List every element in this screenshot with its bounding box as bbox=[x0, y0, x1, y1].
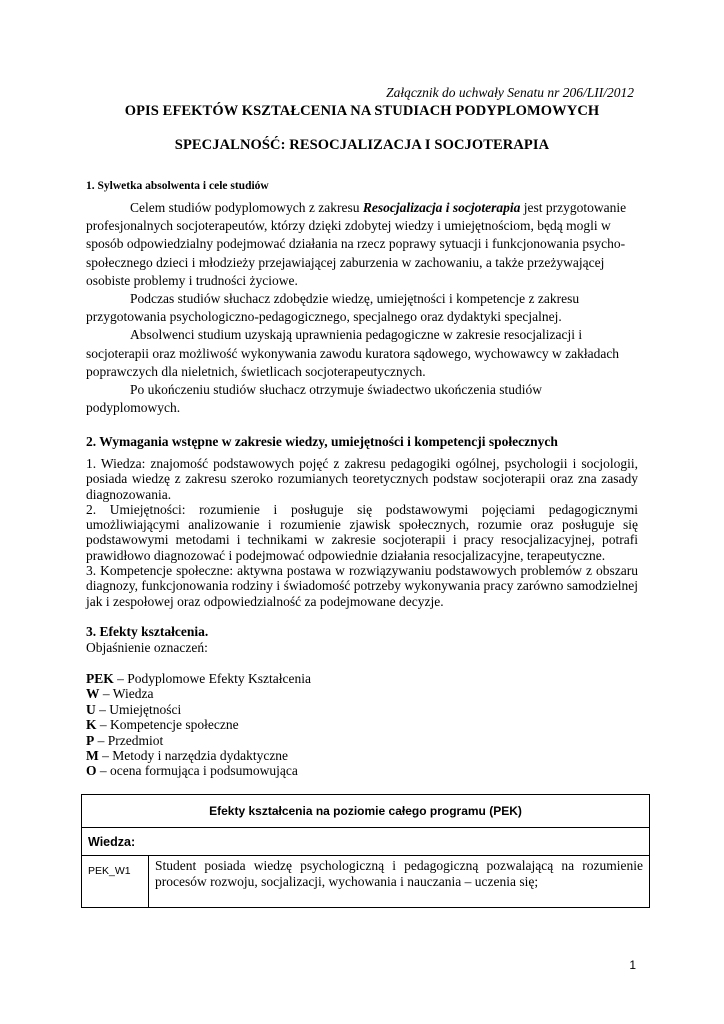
legend-item: O – ocena formująca i podsumowująca bbox=[86, 763, 298, 779]
section1-paragraph-1: Celem studiów podyplomowych z zakresu Resocjalizacja i socjoterapia jest przygotowanie profesjonalnych socjoterapeutów, którzy dzięki zdobytej wiedzy i umiejętnościom, będą mogli w sposób odpowiedzialny podejmować działania na rzecz poprawy sytuacji i funkcjonowania psycho-społecznego dzieci i młodzieży przejawiającej zaburzenia w zachowaniu, a także przeżywającej osobiste problemy i trudności życiowe. bbox=[86, 200, 627, 288]
annex-note: Załącznik do uchwały Senatu nr 206/LII/2012 bbox=[386, 85, 634, 100]
page-number: 1 bbox=[629, 958, 636, 972]
outcome-description: Student posiada wiedzę psychologiczną i pedagogiczną pozwalającą na rozumienie procesów rozwoju, socjalizacji, wychowania i nauczania – uczenia się; bbox=[149, 856, 650, 908]
program-name-emphasis: Resocjalizacja i socjoterapia bbox=[362, 200, 521, 215]
learning-outcomes-table bbox=[81, 794, 650, 908]
section2-heading: 2. Wymagania wstępne w zakresie wiedzy, umiejętności i kompetencji społecznych bbox=[86, 434, 558, 449]
section1-body bbox=[86, 199, 638, 417]
section1-paragraph-3: Absolwenci studium uzyskają uprawnienia pedagogiczne w zakresie resocjalizacji i socjoterapii oraz możliwość wykonywania zawodu kuratora sądowego, wychowawcy w zakładach poprawczych dla nieletnich, świetlicach socjoterapeutycznych. bbox=[86, 327, 620, 379]
outcome-code: PEK_W1 bbox=[82, 856, 149, 908]
table-subheader-knowledge: Wiedza: bbox=[82, 828, 650, 856]
section3-heading: 3. Efekty kształcenia. bbox=[86, 624, 209, 639]
table-header: Efekty kształcenia na poziomie całego programu (PEK) bbox=[82, 795, 650, 828]
legend-item: U – Umiejętności bbox=[86, 701, 182, 717]
requirement-skills: 2. Umiejętności: rozumienie i posługuje się podstawowymi pojęciami pedagogicznymi umożliwiającymi analizowanie i rozumienie zjawisk społecznych, rozumie oraz posługuje się podstawowymi metodami i technikami w zakresie socjoterapii i pracy resocjalizacyjnej, potrafi prawidłowo diagnozować i podejmować odpowiednie działania resocjalizacyjne, terapeutyczne. bbox=[86, 501, 638, 563]
requirement-competences: 3. Kompetencje społeczne: aktywna postawa w rozwiązywaniu podstawowych problemów z obszaru diagnozy, funkcjonowania rodziny i świadomość potrzeby wykonywania pracy zarówno samodzielnej jak i zespołowej oraz odpowiedzialność za podejmowane decyzje. bbox=[86, 563, 638, 609]
section2-body bbox=[86, 456, 638, 609]
document-title: OPIS EFEKTÓW KSZTAŁCENIA NA STUDIACH PODYPLOMOWYCH bbox=[124, 103, 600, 119]
section1-paragraph-4: Po ukończeniu studiów słuchacz otrzymuje świadectwo ukończenia studiów podyplomowych. bbox=[86, 382, 543, 416]
section1-heading: 1. Sylwetka absolwenta i cele studiów bbox=[86, 180, 269, 192]
legend-list bbox=[86, 671, 311, 779]
legend-item: P – Przedmiot bbox=[86, 732, 164, 748]
section1-paragraph-2: Podczas studiów słuchacz zdobędzie wiedzę, umiejętności i kompetencje z zakresu przygotowania psychologiczno-pedagogicznego, specjalnego oraz dydaktyki specjalnej. bbox=[86, 291, 580, 325]
legend-item: K – Kompetencje społeczne bbox=[86, 717, 239, 733]
specialization-title: SPECJALNOŚĆ: RESOCJALIZACJA I SOCJOTERAPIA bbox=[174, 137, 550, 153]
legend-item: W – Wiedza bbox=[86, 686, 154, 702]
table-row bbox=[82, 856, 650, 908]
requirement-knowledge: 1. Wiedza: znajomość podstawowych pojęć z zakresu pedagogiki ogólnej, psychologii i socjologii, posiada wiedzę z zakresu szeroko rozumianych teoretycznych podstaw socjoterapii oraz zna zasady diagnozowania. bbox=[86, 456, 638, 502]
legend-item: PEK – Podyplomowe Efekty Kształcenia bbox=[86, 671, 311, 686]
legend-item: M – Metody i narzędzia dydaktyczne bbox=[86, 748, 289, 764]
legend-caption: Objaśnienie oznaczeń: bbox=[86, 640, 208, 655]
